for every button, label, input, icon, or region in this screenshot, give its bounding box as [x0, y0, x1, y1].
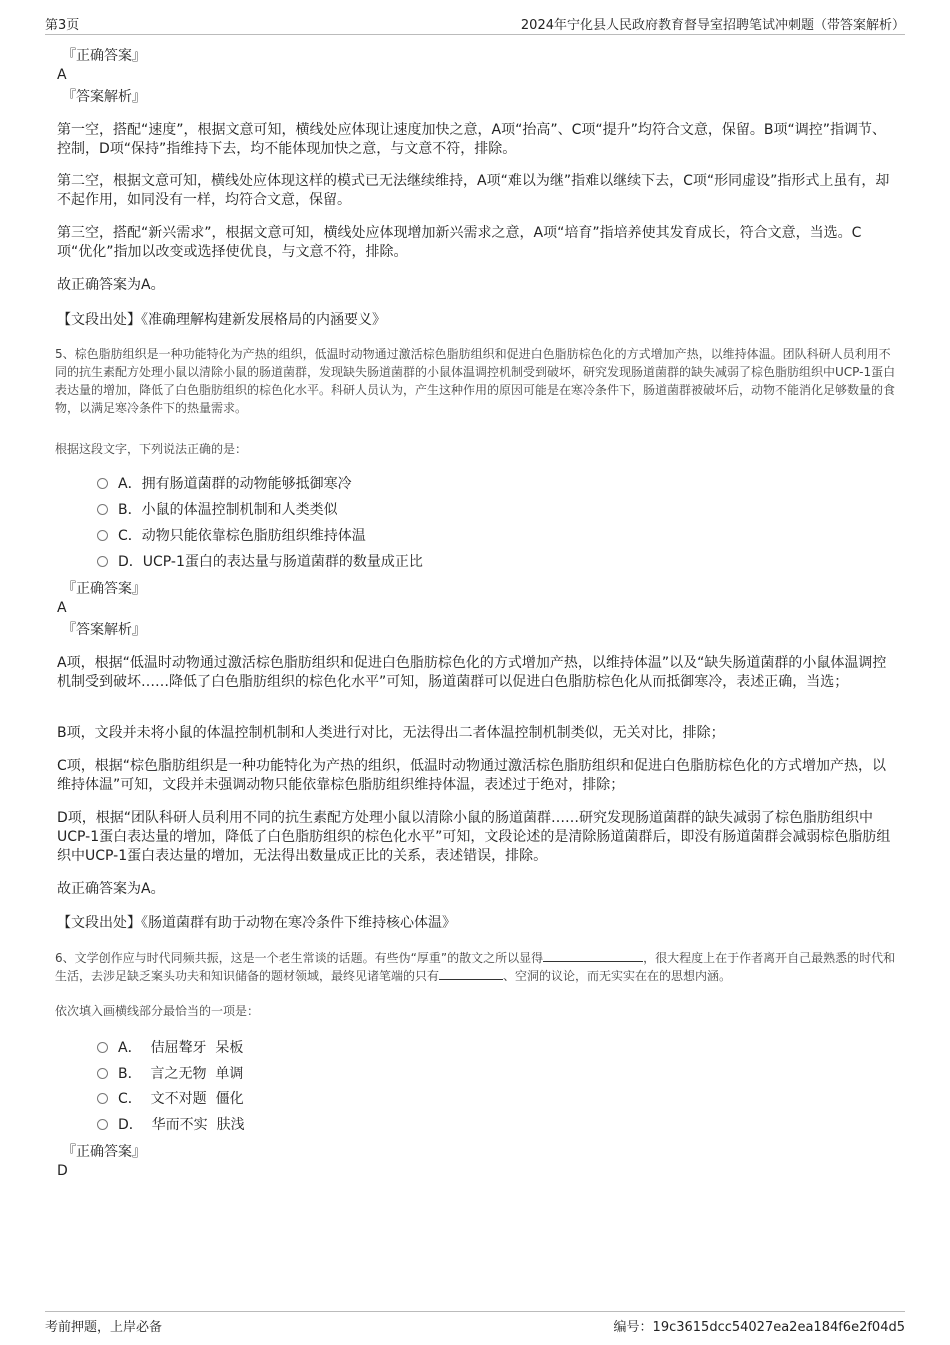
analysis-label: 『答案解析』: [62, 622, 146, 638]
conclusion: 故正确答案为A。: [57, 277, 165, 293]
question-stem: 6、文学创作应与时代同频共振，这是一个老生常谈的话题。有些伪“厚重”的散文之所以显得 ，很大程度上在于作者离开自己最熟悉的时代和生活，去涉足缺乏案头功夫和知识储备的题材领域，最终见诸笔端的只有 、空洞的议论，而无实实在在的思想内涵。: [55, 951, 896, 983]
document-title: 2024年宁化县人民政府教育督导室招聘笔试冲刺题（带答案解析）: [520, 18, 905, 33]
analysis-paragraph: 第一空，搭配“速度”，根据文意可知，横线处应体现让速度加快之意，A项“抬高”、C项“提升”均符合文意，保留。B项“调控”指调节、控制，D项“保持”指维持下去，均不能体现加快之意，与文意不符，排除。: [57, 122, 886, 157]
option-d[interactable]: [97, 1116, 245, 1134]
source-citation: 【文段出处】《肠道菌群有助于动物在寒冷条件下维持核心体温》: [57, 915, 456, 931]
option-b[interactable]: [97, 1065, 243, 1083]
analysis-paragraph: A项，根据“低温时动物通过激活棕色脂肪组织和促进白色脂肪棕色化的方式增加产热，以维持体温”以及“缺失肠道菌群的小鼠体温调控机制受到破坏……降低了白色脂肪组织的棕色化水平”可知，肠道菌群可以促进白色脂肪棕色化从而抵御寒冷，表述正确，当选；: [57, 655, 887, 690]
option-a[interactable]: [97, 1039, 243, 1057]
conclusion: 故正确答案为A。: [57, 881, 165, 897]
option-b[interactable]: [97, 501, 338, 519]
option-label: A． 佶屈聱牙 呆板: [118, 1040, 244, 1056]
analysis-paragraph: C项，根据“棕色脂肪组织是一种功能特化为产热的组织，低温时动物通过激活棕色脂肪组织和促进白色脂肪棕色化的方式增加产热，以维持体温”可知，文段并未强调动物只能依靠棕色脂肪组织维持体温，表述过于绝对，排除；: [57, 758, 887, 793]
fill-blank[interactable]: [543, 949, 643, 962]
option-label: C．动物只能依靠棕色脂肪组织维持体温: [118, 528, 366, 544]
option-label: D． 华而不实 肤浅: [118, 1117, 245, 1133]
option-d[interactable]: [97, 553, 423, 571]
source-citation: 【文段出处】《准确理解构建新发展格局的内涵要义》: [57, 312, 386, 328]
radio-icon[interactable]: [97, 530, 108, 541]
question-prompt: 根据这段文字，下列说法正确的是：: [55, 442, 248, 456]
option-a[interactable]: [97, 475, 352, 493]
radio-icon[interactable]: [97, 1093, 108, 1104]
option-c[interactable]: [97, 527, 366, 545]
question-stem: 5、棕色脂肪组织是一种功能特化为产热的组织，低温时动物通过激活棕色脂肪组织和促进白色脂肪棕色化的方式增加产热，以维持体温。团队科研人员利用不同的抗生素配方处理小鼠以清除小鼠的肠道菌群，发现缺失肠道菌群的小鼠体温调控机制受到破坏，研究发现肠道菌群的缺失减弱了棕色脂肪组织中UCP-1蛋白表达量的增加，降低了白色脂肪组织的棕色化水平。科研人员认为，产生这种作用的原因可能是在寒冷条件下，肠道菌群被破坏后，动物不能消化足够数量的食物，以满足寒冷条件下的热量需求。: [55, 347, 896, 415]
answer-label: 『正确答案』: [62, 581, 146, 597]
footer-slogan: 考前押题，上岸必备: [45, 1320, 163, 1335]
analysis-label: 『答案解析』: [62, 89, 146, 105]
document-id: 编号：19c3615dcc54027ea2ea184f6e2f04d5: [613, 1320, 905, 1335]
option-label: D．UCP-1蛋白的表达量与肠道菌群的数量成正比: [118, 554, 423, 570]
radio-icon[interactable]: [97, 1119, 108, 1130]
option-c[interactable]: [97, 1090, 244, 1108]
answer-label: 『正确答案』: [62, 48, 146, 64]
radio-icon[interactable]: [97, 504, 108, 515]
radio-icon[interactable]: [97, 478, 108, 489]
page-footer: [45, 1311, 905, 1335]
analysis-paragraph: 第三空，搭配“新兴需求”，根据文意可知，横线处应体现增加新兴需求之意，A项“培育”指培养使其发育成长，符合文意，当选。C项“优化”指加以改变或选择使优良，与文意不符，排除。: [57, 225, 862, 260]
option-label: B．小鼠的体温控制机制和人类类似: [118, 502, 338, 518]
page-number: 第3页: [45, 18, 80, 33]
option-label: A．拥有肠道菌群的动物能够抵御寒冷: [118, 476, 352, 492]
fill-blank[interactable]: [439, 967, 503, 980]
analysis-paragraph: B项，文段并未将小鼠的体温控制机制和人类进行对比，无法得出二者体温控制机制类似，无关对比，排除；: [57, 725, 725, 741]
answer-label: 『正确答案』: [62, 1144, 146, 1160]
page-header: [45, 14, 905, 35]
answer-value: A: [57, 67, 67, 83]
question-prompt: 依次填入画横线部分最恰当的一项是：: [55, 1004, 260, 1018]
analysis-paragraph: 第二空，根据文意可知，横线处应体现这样的模式已无法继续维持，A项“难以为继”指难以继续下去，C项“形同虚设”指形式上虽有，却不起作用，如同没有一样，均符合文意，保留。: [57, 173, 890, 208]
answer-value: A: [57, 600, 67, 616]
radio-icon[interactable]: [97, 556, 108, 567]
answer-value: D: [57, 1163, 68, 1179]
option-label: C． 文不对题 僵化: [118, 1091, 244, 1107]
radio-icon[interactable]: [97, 1042, 108, 1053]
radio-icon[interactable]: [97, 1068, 108, 1079]
option-label: B． 言之无物 单调: [118, 1066, 244, 1082]
analysis-paragraph: D项，根据“团队科研人员利用不同的抗生素配方处理小鼠以清除小鼠的肠道菌群……研究发现肠道菌群的缺失减弱了棕色脂肪组织中UCP-1蛋白表达量的增加，降低了白色脂肪组织的棕色化水平”可知，文段论述的是清除肠道菌群后，即没有肠道菌群会减弱棕色脂肪组织中UCP-1蛋白表达量的增加，无法得出数量成正比的关系，表述错误，排除。: [57, 810, 891, 864]
